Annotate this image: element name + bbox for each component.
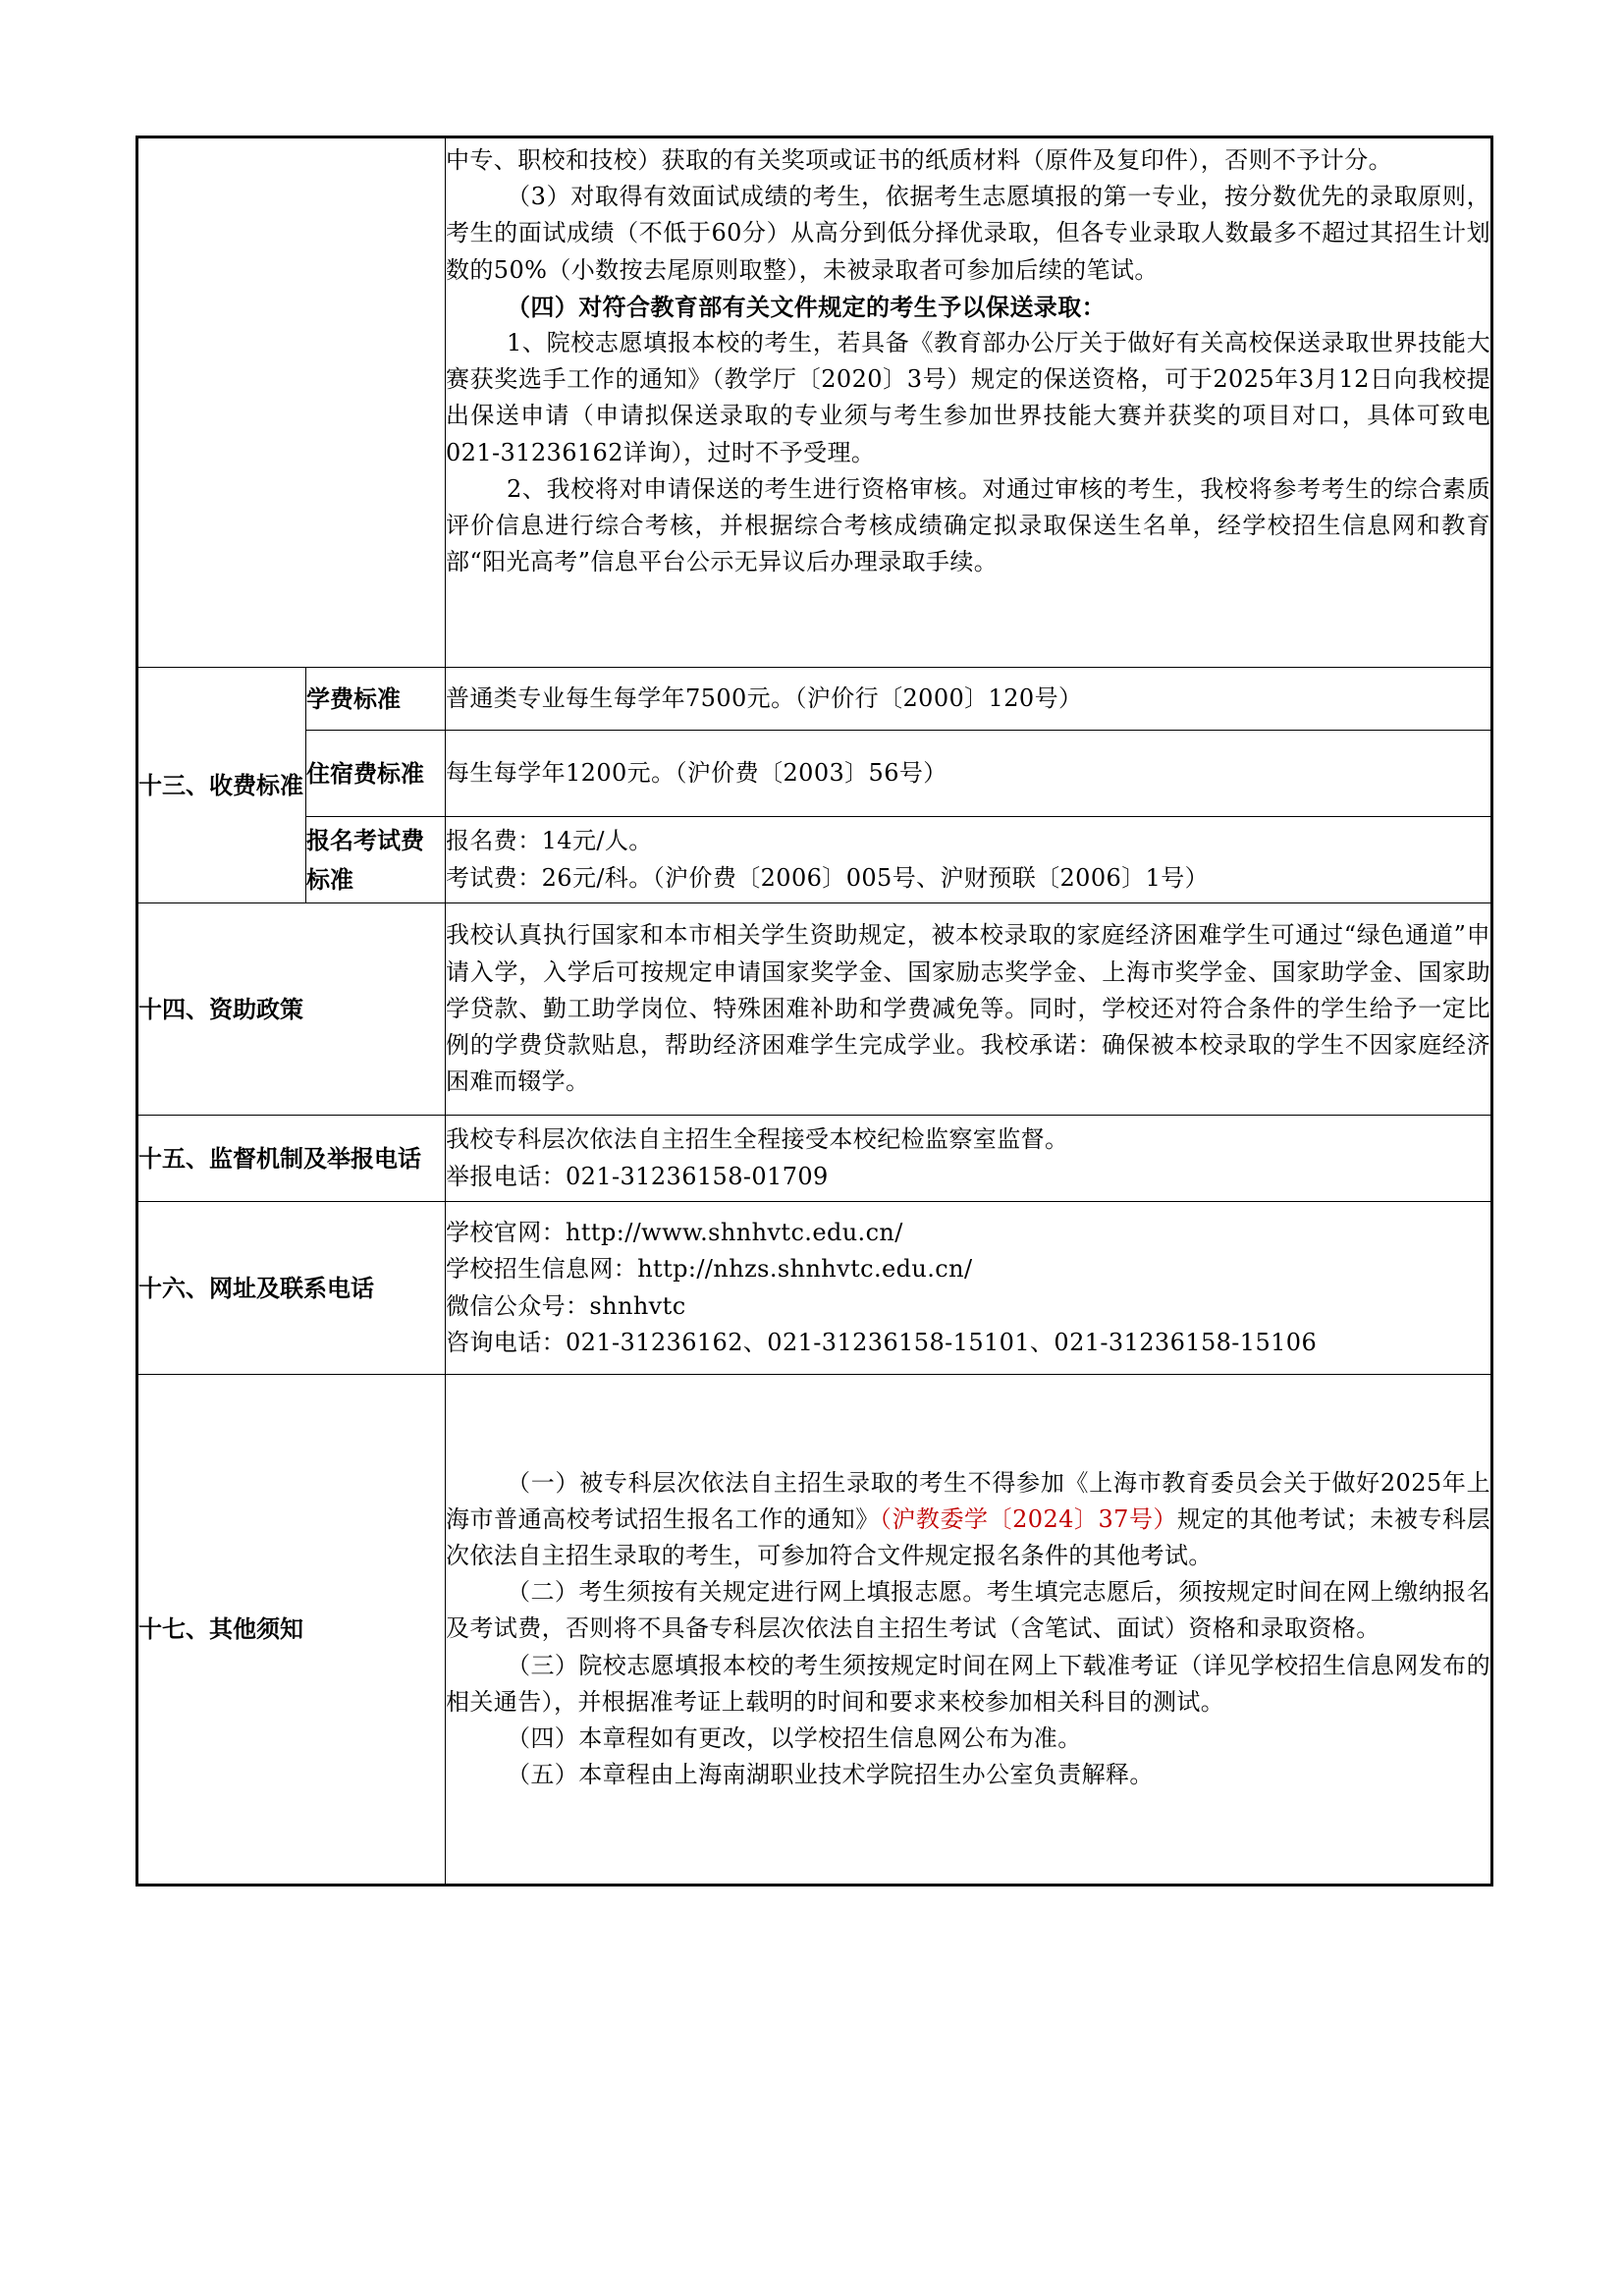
exam-fee-text (446, 817, 1492, 903)
registration-fee: 报名费：14元/人。 (446, 827, 653, 855)
paragraph-part: 规定的其他考试；未被专科层次依法自主招生录取的考生，可参加符合文件规定报名条件的其他考试。 (446, 1504, 1490, 1569)
row-section-12-continued (137, 137, 1492, 668)
supervision-text: 我校专科层次依法自主招生全程接受本校纪检监察室监督。 (446, 1125, 1069, 1154)
paragraph: （五）本章程由上海南湖职业技术学院招生办公室负责解释。 (507, 1761, 1154, 1789)
row-tuition (137, 668, 1492, 731)
wechat-account: 微信公众号：shnhvtc (446, 1291, 686, 1320)
row-dorm (137, 731, 1492, 817)
section-12-content (446, 137, 1492, 668)
report-phone: 举报电话：021-31236158-01709 (446, 1162, 829, 1190)
admissions-table (135, 136, 1493, 1886)
tuition-text: 普通类专业每生每学年7500元。（沪价行〔2000〕120号） (446, 668, 1492, 731)
paragraph: （三）院校志愿填报本校的考生须按规定时间在网上下载准考证（详见学校招生信息网发布的相关通告），并根据准考证上载明的时间和要求来校参加相关科目的测试。 (446, 1651, 1490, 1716)
paragraph: 中专、职校和技校）获取的有关奖项或证书的纸质材料（原件及复印件），否则不予计分。 (446, 146, 1392, 174)
row-exam-fee (137, 817, 1492, 903)
section-15-text (446, 1116, 1492, 1202)
section-17-text (446, 1375, 1492, 1886)
section-14-text: 我校认真执行国家和本市相关学生资助规定，被本校录取的家庭经济困难学生可通过“绿色通道”申请入学，入学后可按规定申请国家奖学金、国家励志奖学金、上海市奖学金、国家助学金、国家助学贷款、勤工助学岗位、特殊困难补助和学费减免等。同时，学校还对符合条件的学生给予一定比例的学费贷款贴息，帮助经济困难学生完成学业。我校承诺：确保被本校录取的学生不因家庭经济困难而辍学。 (446, 903, 1492, 1116)
exam-fee-label: 报名考试费标准 (306, 817, 446, 903)
row-section-14 (137, 903, 1492, 1116)
section-16-text (446, 1202, 1492, 1375)
subheading: （四）对符合教育部有关文件规定的考生予以保送录取： (507, 292, 1106, 321)
paragraph: （3）对取得有效面试成绩的考生，依据考生志愿填报的第一专业，按分数优先的录取原则，考生的面试成绩（不低于60分）从高分到低分择优录取，但各专业录取人数最多不超过其招生计划数的50%（小数按去尾原则取整），未被录取者可参加后续的笔试。 (446, 183, 1490, 284)
dorm-text: 每生每学年1200元。（沪价费〔2003〕56号） (446, 731, 1492, 817)
paragraph (446, 1465, 1490, 1575)
consult-phone: 咨询电话：021-31236162、021-31236158-15101、021-31236158-15106 (446, 1328, 1318, 1356)
paragraph: （二）考生须按有关规定进行网上填报志愿。考生填完志愿后，须按规定时间在网上缴纳报名及考试费，否则将不具备专科层次依法自主招生考试（含笔试、面试）资格和录取资格。 (446, 1578, 1490, 1643)
paragraph: 1、院校志愿填报本校的考生，若具备《教育部办公厅关于做好有关高校保送录取世界技能大赛获奖选手工作的通知》（教学厅〔2020〕3号）规定的保送资格，可于2025年3月12日向我校提出保送申请（申请拟保送录取的专业须与考生参加世界技能大赛并获奖的项目对口，具体可致电021-31236162详询），过时不予受理。 (446, 329, 1490, 466)
exam-fee: 考试费：26元/科。（沪价费〔2006〕005号、沪财预联〔2006〕1号） (446, 863, 1210, 892)
highlighted-reference: （沪教委学〔2024〕37号） (879, 1504, 1178, 1533)
empty-label-cell (137, 137, 446, 668)
row-section-17 (137, 1375, 1492, 1886)
section-15-title: 十五、监督机制及举报电话 (137, 1116, 446, 1202)
section-14-title: 十四、资助政策 (137, 903, 446, 1116)
paragraph: 2、我校将对申请保送的考生进行资格审核。对通过审核的考生，我校将参考考生的综合素质评价信息进行综合考核，并根据综合考核成绩确定拟录取保送生名单，经学校招生信息网和教育部“阳光高考”信息平台公示无异议后办理录取手续。 (446, 474, 1490, 576)
paragraph-part: （一）被专科层次依法自主招生录取的考生不得参加《上海市教育委员会关于做好2025年上海市普通高校考试招生报名工作的通知》 (446, 1468, 1490, 1533)
row-section-15 (137, 1116, 1492, 1202)
section-17-title: 十七、其他须知 (137, 1375, 446, 1886)
admissions-website: 学校招生信息网：http://nhzs.shnhvtc.edu.cn/ (446, 1255, 973, 1284)
official-website: 学校官网：http://www.shnhvtc.edu.cn/ (446, 1219, 903, 1247)
section-16-title: 十六、网址及联系电话 (137, 1202, 446, 1375)
row-section-16 (137, 1202, 1492, 1375)
section-13-title: 十三、收费标准 (137, 668, 306, 903)
tuition-label: 学费标准 (306, 668, 446, 731)
paragraph: （四）本章程如有更改，以学校招生信息网公布为准。 (507, 1724, 1082, 1752)
dorm-label: 住宿费标准 (306, 731, 446, 817)
